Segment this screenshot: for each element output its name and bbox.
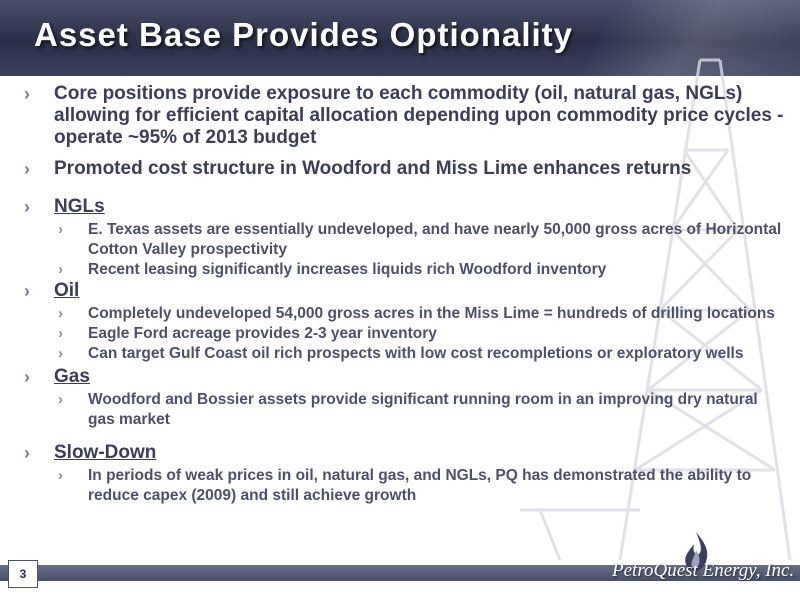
chevron-right-icon: › bbox=[58, 467, 63, 484]
sub-bullet-text: Woodford and Bossier assets provide significant running room in an improving dry natural gas market bbox=[88, 391, 758, 428]
section-oil bbox=[24, 280, 784, 302]
section-heading: NGLs bbox=[54, 196, 105, 217]
sub-bullet bbox=[58, 304, 784, 324]
sub-bullet-text: Can target Gulf Coast oil rich prospects with low cost recompletions or exploratory wells bbox=[88, 345, 744, 362]
bullet-core-positions bbox=[24, 83, 784, 149]
sub-bullet-text: Eagle Ford acreage provides 2-3 year inventory bbox=[88, 325, 437, 342]
bullet-text: Promoted cost structure in Woodford and Miss Lime enhances returns bbox=[54, 158, 692, 179]
sub-bullet-text: Completely undeveloped 54,000 gross acres in the Miss Lime = hundreds of drilling locations bbox=[88, 305, 775, 322]
chevron-right-icon: › bbox=[24, 84, 30, 104]
section-slow-down bbox=[24, 442, 784, 464]
sub-bullet-text: E. Texas assets are essentially undeveloped, and have nearly 50,000 gross acres of Horizontal Cotton Valley prospectivity bbox=[88, 221, 782, 258]
chevron-right-icon: › bbox=[24, 367, 30, 387]
sub-bullet bbox=[58, 324, 784, 344]
chevron-right-icon: › bbox=[24, 159, 30, 179]
sub-bullet bbox=[58, 260, 784, 280]
chevron-right-icon: › bbox=[58, 261, 63, 278]
chevron-right-icon: › bbox=[58, 325, 63, 342]
chevron-right-icon: › bbox=[58, 221, 63, 238]
sub-bullet bbox=[58, 390, 784, 430]
page-number: 3 bbox=[8, 560, 38, 588]
bullet-promoted-cost bbox=[24, 158, 784, 180]
slide-title: Asset Base Provides Optionality bbox=[34, 16, 574, 53]
slide-header bbox=[0, 0, 800, 76]
sub-bullet-text: In periods of weak prices in oil, natural gas, and NGLs, PQ has demonstrated the ability to reduce capex (2009) and still achieve growth bbox=[88, 467, 752, 504]
sub-bullet bbox=[58, 220, 784, 260]
chevron-right-icon: › bbox=[24, 281, 30, 301]
sub-bullet bbox=[58, 466, 784, 506]
bullet-text: Core positions provide exposure to each commodity (oil, natural gas, NGLs) allowing for efficient capital allocation depending upon commodity price cycles - operate ~95% of 2013 budget bbox=[54, 83, 784, 148]
chevron-right-icon: › bbox=[58, 345, 63, 362]
section-gas bbox=[24, 366, 784, 388]
section-heading: Oil bbox=[54, 280, 80, 301]
chevron-right-icon: › bbox=[58, 305, 63, 322]
section-heading: Slow-Down bbox=[54, 442, 157, 463]
chevron-right-icon: › bbox=[58, 391, 63, 408]
header-highlight bbox=[582, 0, 800, 76]
section-ngls bbox=[24, 196, 784, 218]
sub-bullet-text: Recent leasing significantly increases liquids rich Woodford inventory bbox=[88, 261, 607, 278]
sub-bullet bbox=[58, 344, 784, 364]
slide-content bbox=[24, 83, 784, 506]
company-logo: PetroQuest Energy, Inc. bbox=[612, 560, 795, 581]
chevron-right-icon: › bbox=[24, 197, 30, 217]
section-heading: Gas bbox=[54, 366, 90, 387]
chevron-right-icon: › bbox=[24, 443, 30, 463]
